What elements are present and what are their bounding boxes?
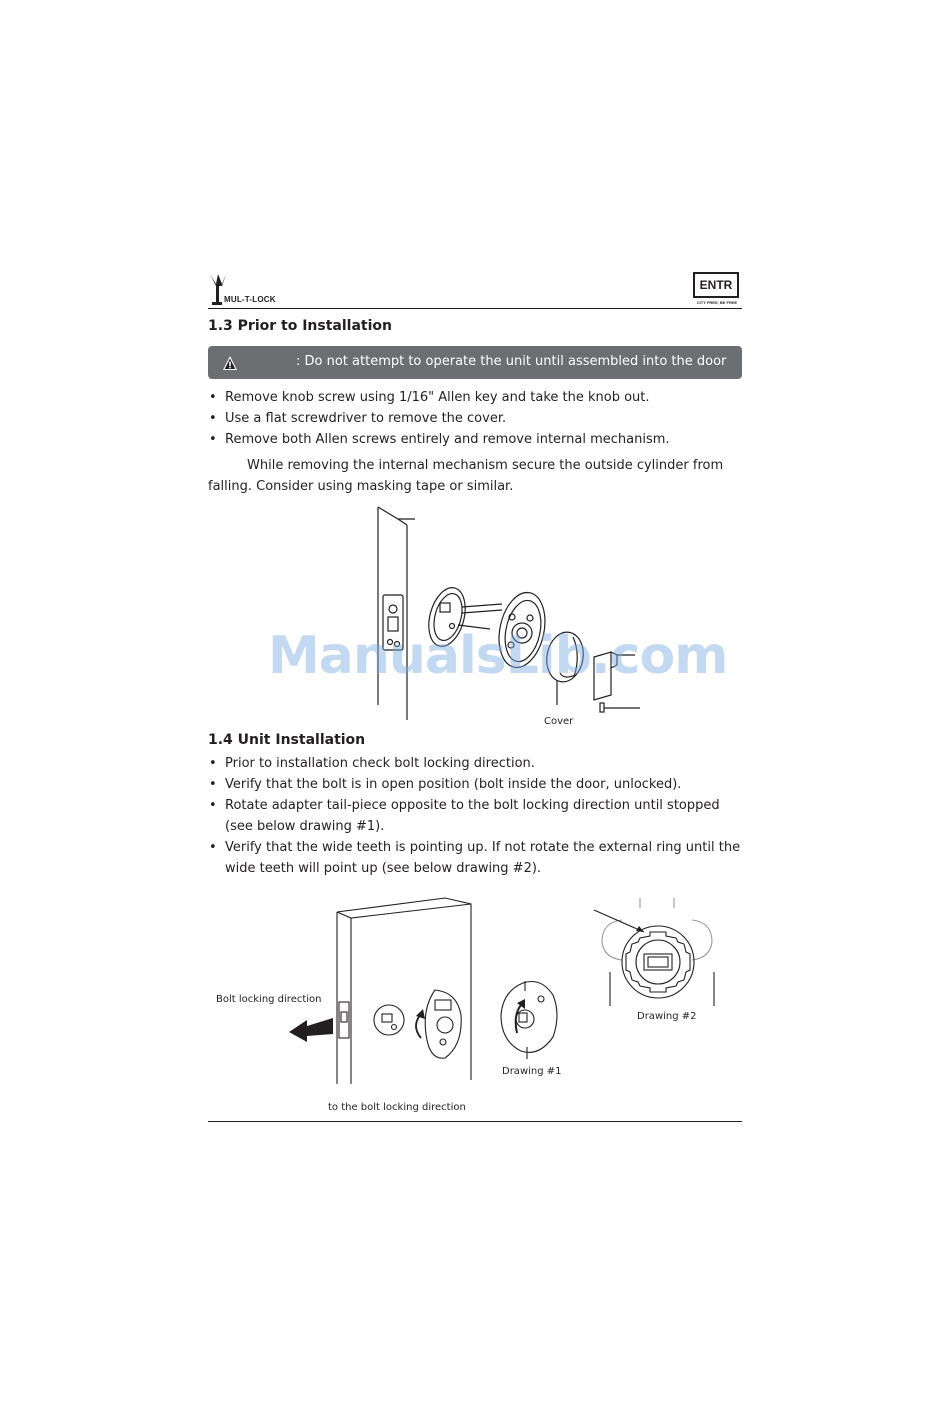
prep-steps-list bbox=[208, 387, 748, 450]
drawing-2-label: Drawing #2 bbox=[637, 1011, 697, 1022]
warning-text: : Do not attempt to operate the unit until assembled into the door bbox=[296, 354, 727, 369]
warning-bar bbox=[208, 346, 742, 379]
footer-rule bbox=[208, 1121, 742, 1122]
drawing-1-diagram bbox=[495, 975, 565, 1065]
section-heading-1-3: 1.3 Prior to Installation bbox=[208, 318, 392, 334]
disassembly-diagram bbox=[370, 505, 650, 725]
list-item: • Verify that the bolt is in open position (bolt inside the door, unlocked). bbox=[208, 774, 742, 795]
warning-triangle-icon bbox=[222, 355, 238, 371]
drawing-1-label: Drawing #1 bbox=[502, 1066, 562, 1077]
logo-text: MUL-T-LOCK bbox=[224, 295, 276, 304]
list-item: • Rotate adapter tail-piece opposite to the bolt locking direction until stopped (see below drawing #1). bbox=[208, 795, 742, 837]
entr-tagline: CITY FREE, BE FREE bbox=[696, 300, 738, 305]
bottom-label: to the bolt locking direction bbox=[328, 1102, 466, 1113]
bolt-direction-diagram bbox=[285, 890, 485, 1090]
section-heading-1-4: 1.4 Unit Installation bbox=[208, 732, 366, 748]
entr-logo: ENTR bbox=[693, 272, 739, 298]
list-item: • Use a flat screwdriver to remove the cover. bbox=[208, 408, 748, 429]
drawing-2-diagram bbox=[592, 892, 722, 1012]
note-paragraph: While removing the internal mechanism secure the outside cylinder from falling. Consider using masking tape or similar. bbox=[208, 458, 724, 494]
watermark: ManualsLib.com bbox=[268, 626, 728, 686]
list-item: • Remove both Allen screws entirely and remove internal mechanism. bbox=[208, 429, 748, 450]
header-rule bbox=[208, 308, 742, 309]
list-item: • Prior to installation check bolt locking direction. bbox=[208, 753, 742, 774]
bolt-direction-label: Bolt locking direction bbox=[216, 994, 322, 1005]
install-steps-list bbox=[208, 753, 742, 879]
cover-caption: Cover bbox=[544, 716, 574, 727]
list-item: • Verify that the wide teeth is pointing up. If not rotate the external ring until the wide teeth will point up (see below drawing #2). bbox=[208, 837, 742, 879]
list-item: • Remove knob screw using 1/16" Allen key and take the knob out. bbox=[208, 387, 748, 408]
